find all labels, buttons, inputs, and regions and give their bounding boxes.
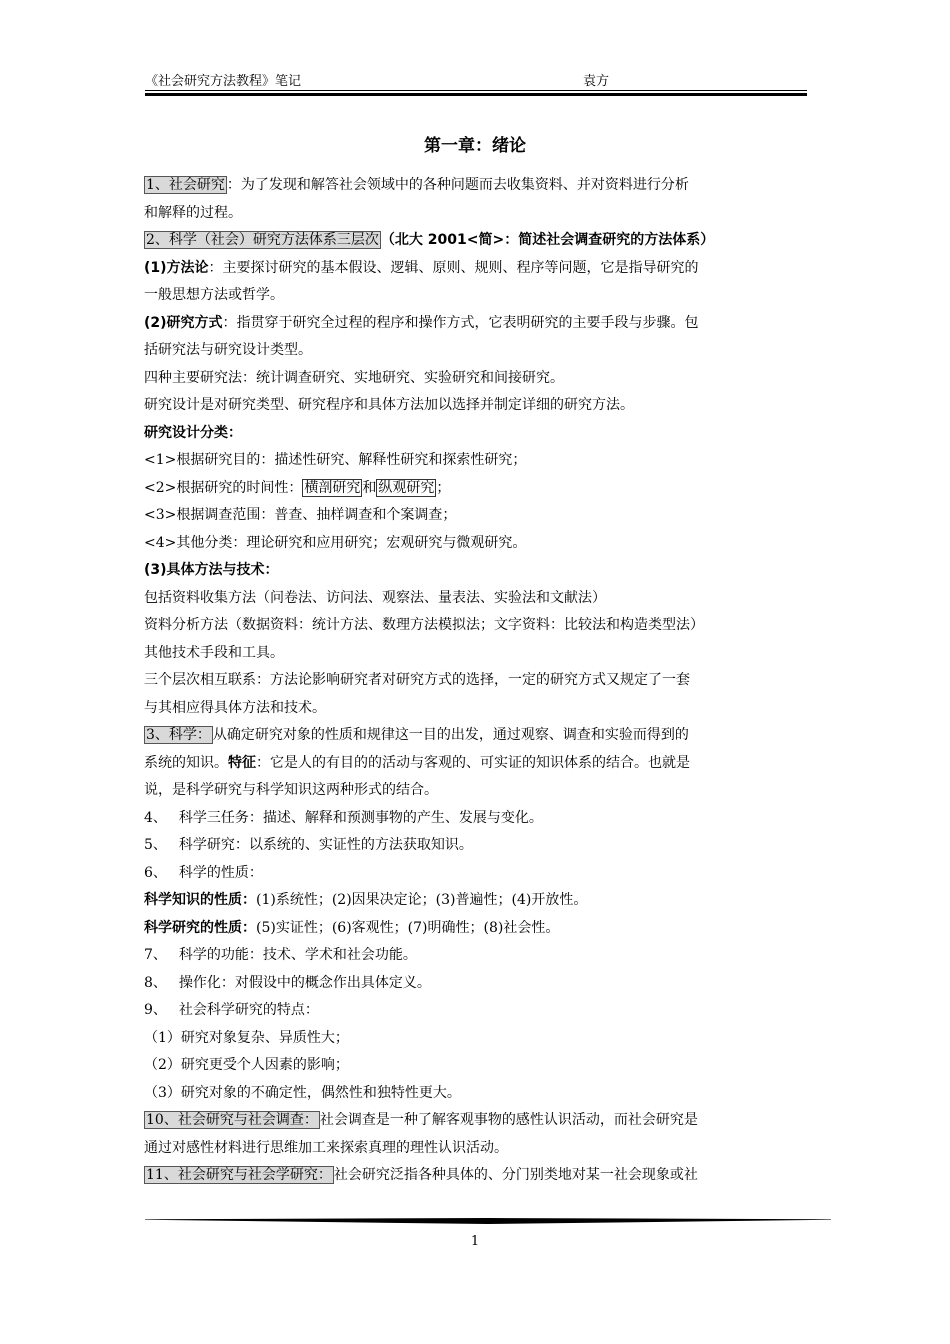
feature-1: （1）研究对象复杂、异质性大； <box>144 1029 349 1046</box>
design-definition: 研究设计是对研究类型、研究程序和具体方法加以选择并制定详细的研究方法。 <box>144 397 634 413</box>
term-research-vs-survey: 10、社会研究与社会调查： <box>146 1112 318 1128</box>
header-rule-thick <box>145 93 807 96</box>
term-science: 3、科学： <box>146 727 211 743</box>
term-social-research: 1、社会研究 <box>146 177 225 193</box>
term-research-vs-sociology: 11、社会研究与社会学研究： <box>146 1167 332 1183</box>
section-4: 4、 科学三任务：描述、解释和预测事物的产生、发展与变化。 <box>144 809 543 826</box>
four-methods: 四种主要研究法：统计调查研究、实地研究、实验研究和间接研究。 <box>144 369 564 386</box>
term-method-levels: 2、科学（社会）研究方法体系三层次 <box>146 232 379 248</box>
level-3-line-2: 资料分析方法（数据资料：统计方法、数理方法模拟法；文字资料：比较法和构造类型法） <box>144 617 704 633</box>
knowledge-properties: 科学知识的性质：(1)系统性；(2)因果决定论；(3)普遍性；(4)开放性。 <box>144 892 588 908</box>
level-1-line-1: (1)方法论：主要探讨研究的基本假设、逻辑、原则、规则、程序等问题，它是指导研究的 <box>144 259 699 276</box>
classification-2: <2>根据研究的时间性： 横剖研究 和 纵观研究 ； <box>144 479 451 496</box>
section-9: 9、 社会科学研究的特点： <box>144 1002 319 1018</box>
chapter-title: 第一章：绪论 <box>424 136 526 156</box>
section-6: 6、 科学的性质： <box>144 864 263 881</box>
header-author: 袁方 <box>583 74 610 89</box>
level-1-line-2: 一般思想方法或哲学。 <box>144 287 284 303</box>
section-10-line-1: 10、社会研究与社会调查： 社会调查是一种了解客观事物的感性认识活动，而社会研究是 <box>146 1112 698 1128</box>
section-3-line-2: 系统的知识。特征：它是人的有目的的活动与客观的、可实证的知识体系的结合。也就是 <box>144 754 690 771</box>
design-classification-heading: 研究设计分类： <box>144 424 242 441</box>
level-3-heading: (3)具体方法与技术： <box>144 562 279 578</box>
level-3-line-3: 其他技术手段和工具。 <box>144 644 284 661</box>
page-number: 1 <box>470 1234 480 1249</box>
level-3-line-1: 包括资料收集方法（问卷法、访问法、观察法、量表法、实验法和文献法） <box>144 589 606 606</box>
exam-note: （北大 2001<简>：简述社会调查研究的方法体系） <box>380 232 715 248</box>
section-1-line-2: 和解释的过程。 <box>144 204 242 221</box>
section-3-line-1: 3、科学： 从确定研究对象的性质和规律这一目的出发，通过观察、调查和实验而得到的 <box>146 727 689 743</box>
header-book-title: 《社会研究方法教程》笔记 <box>145 74 302 89</box>
classification-3: <3>根据调查范围：普查、抽样调查和个案调查； <box>144 507 457 523</box>
research-properties: 科学研究的性质：(5)实证性；(6)客观性；(7)明确性；(8)社会性。 <box>144 919 560 936</box>
level-2-line-2: 括研究法与研究设计类型。 <box>144 342 312 358</box>
footer-rule <box>145 1218 831 1224</box>
section-5: 5、 科学研究：以系统的、实证性的方法获取知识。 <box>144 837 473 853</box>
boxed-cross-sectional: 横剖研究 <box>304 479 361 496</box>
section-7: 7、 科学的功能：技术、学术和社会功能。 <box>144 947 417 963</box>
header-rule-thin <box>145 90 807 91</box>
notes-body <box>144 172 814 1190</box>
section-10-line-2: 通过对感性材料进行思维加工来探索真理的理性认识活动。 <box>144 1139 508 1156</box>
feature-2: （2）研究更受个人因素的影响； <box>144 1057 349 1073</box>
section-8: 8、 操作化：对假设中的概念作出具体定义。 <box>144 974 431 991</box>
classification-1: <1>根据研究目的：描述性研究、解释性研究和探索性研究； <box>144 452 527 468</box>
section-11-line-1: 11、社会研究与社会学研究： 社会研究泛指各种具体的、分门别类地对某一社会现象或社 <box>146 1167 698 1183</box>
boxed-longitudinal: 纵观研究 <box>378 479 435 496</box>
section-3-line-3: 说，是科学研究与科学知识这两种形式的结合。 <box>144 782 438 798</box>
section-1-line-1: 1、社会研究 ：为了发现和解答社会领域中的各种问题而去收集资料、并对资料进行分析 <box>146 177 689 193</box>
level-2-line-1: (2)研究方式：指贯穿于研究全过程的程序和操作方式，它表明研究的主要手段与步骤。包 <box>144 314 699 331</box>
feature-3: （3）研究对象的不确定性，偶然性和独特性更大。 <box>144 1084 461 1101</box>
page-header <box>145 70 807 90</box>
relation-line-2: 与其相应得具体方法和技术。 <box>144 699 326 716</box>
classification-4: <4>其他分类：理论研究和应用研究；宏观研究与微观研究。 <box>144 534 527 551</box>
relation-line-1: 三个层次相互联系：方法论影响研究者对研究方式的选择，一定的研究方式又规定了一套 <box>144 672 690 688</box>
section-2-heading <box>144 227 814 255</box>
